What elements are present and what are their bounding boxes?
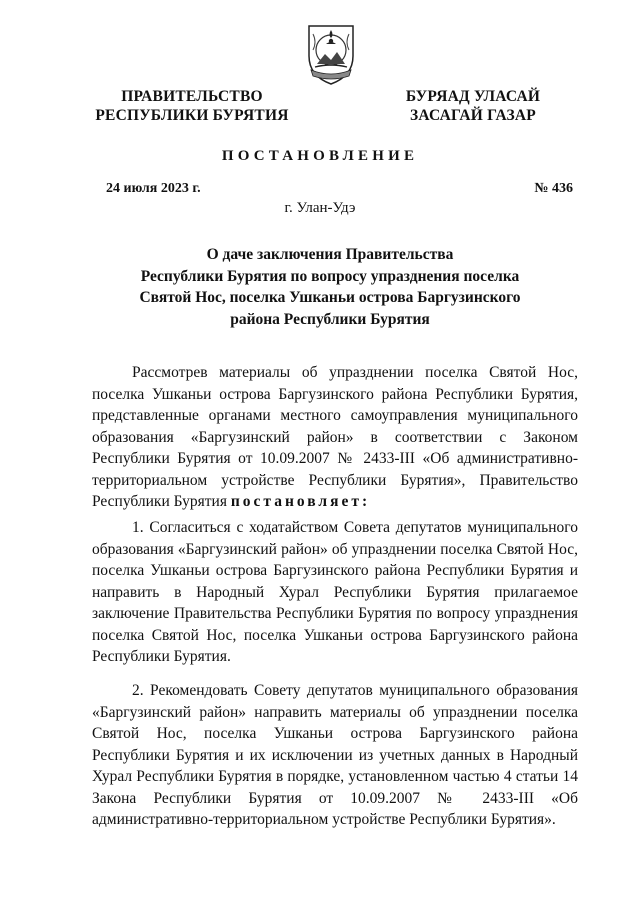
title-line-1: О даче заключения Правительства [206,246,454,263]
header-left-line2: РЕСПУБЛИКИ БУРЯТИЯ [95,107,289,124]
document-date: 24 июля 2023 г. [106,181,201,196]
government-name-buryat [398,87,548,125]
document-title [110,244,550,330]
document-city: г. Улан-Удэ [284,200,356,216]
preamble-text: Рассмотрев материалы об упразднении поселка Святой Нос, поселка Ушканьи острова Баргузинского района Республики Бурятия, представленные органами местного самоуправления муниципального образования «Баргузинский район» в соответствии с Законом Республики Бурятия от 10.09.2007 № 2433-III «Об административно-территориальном устройстве Республики Бурятия», Правительство Республики Бурятия [92,364,578,510]
clause-1-paragraph: 1. Согласиться с ходатайством Совета депутатов муниципального образования «Баргузинский район» об упразднении поселка Святой Нос, поселка Ушканьи острова Баргузинского района Республики Бурятия и направить в Народный Хурал Республики Бурятия прилагаемое заключение Правительства Республики Бурятия по вопросу упразднения поселка Святой Нос, поселка Ушканьи острова Баргузинского района Республики Бурятия. [92,519,578,665]
header-right-line1: БУРЯАД УЛАСАЙ [405,88,541,105]
buryatia-coat-of-arms-icon [301,20,361,88]
government-name-russian [92,87,292,125]
header-left-line1: ПРАВИТЕЛЬСТВО [121,88,263,105]
resolves-keyword: постановляет: [230,493,371,510]
title-line-3: Святой Нос, поселка Ушканьи острова Баргузинского [139,289,521,306]
title-line-2: Республики Бурятия по вопросу упразднения поселка [140,267,520,285]
preamble-paragraph [92,362,578,513]
header-right-line2: ЗАСАГАЙ ГАЗАР [410,107,536,124]
title-line-4: района Республики Бурятия [230,310,430,328]
document-type: ПОСТАНОВЛЕНИЕ [221,148,419,164]
document-number: № 436 [534,181,573,196]
clause-2-paragraph: 2. Рекомендовать Совету депутатов муниципального образования «Баргузинский район» направить материалы об упразднении поселка Святой Нос, поселка Ушканьи острова Баргузинского района Республики Бурятия и их исключении из учетных данных в Народный Хурал Республики Бурятия в порядке, установленном частью 4 статьи 14 Закона Республики Бурятия от 10.09.2007 № 2433-III «Об административно-территориальном устройстве Республики Бурятия». [92,682,578,828]
